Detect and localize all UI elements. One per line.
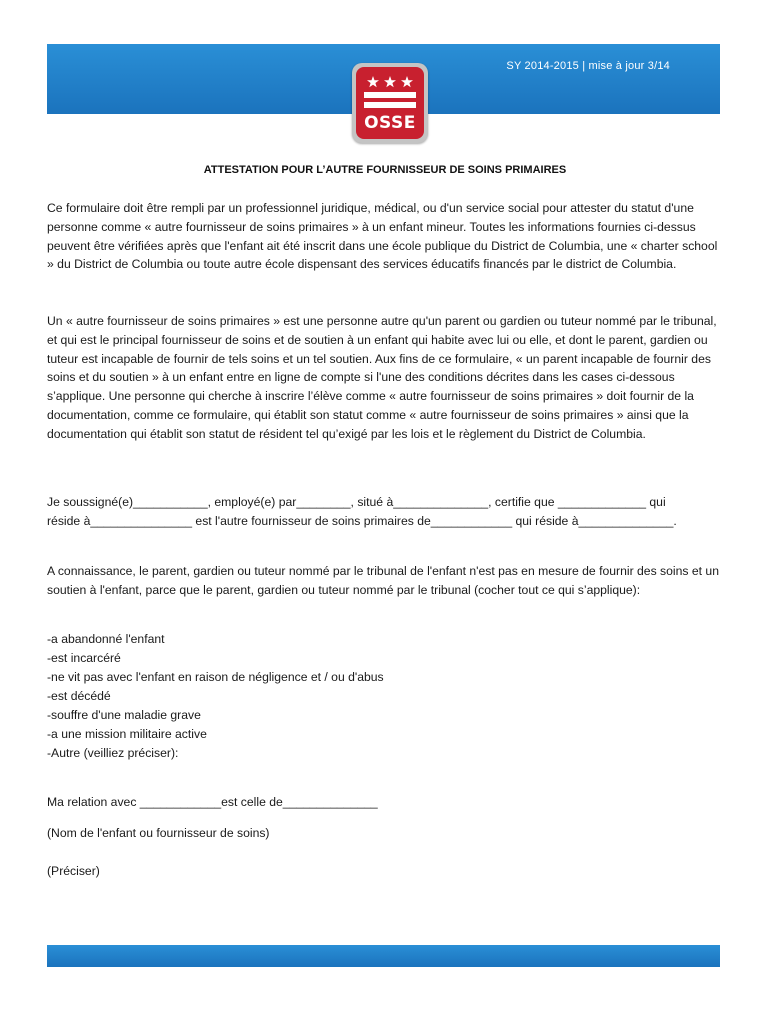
condition-item: -est décédé xyxy=(47,689,111,703)
condition-item: -souffre d'une maladie grave xyxy=(47,708,201,722)
logo-stripe xyxy=(364,102,416,108)
school-year-label: SY 2014-2015 | mise à jour 3/14 xyxy=(506,60,670,72)
intro-paragraph: Ce formulaire doit être rempli par un professionnel juridique, médical, ou d'un service social pour attester du statut d'une personne comme « autre fournisseur de soins primaires » à un enfant mineur. Toutes les informations fournies ci-dessus peuvent être vérifiées après que l'enfant ait été inscrit dans une école publique du District de Columbia, une « charter school » du District de Columbia ou toute autre école dispensant des services éducatifs financés par le district de Columbia. xyxy=(47,201,718,272)
footer-band xyxy=(47,945,720,967)
condition-item: -ne vit pas avec l'enfant en raison de négligence et / ou d'abus xyxy=(47,670,384,684)
certification-line-1: Je soussigné(e)___________, employé(e) par________, situé à______________, certifie que _____________ qui xyxy=(47,495,666,509)
logo-star-icon xyxy=(384,76,396,87)
condition-item: -a abandonné l'enfant xyxy=(47,632,165,646)
logo-stripe xyxy=(364,92,416,98)
statement-paragraph: A connaissance, le parent, gardien ou tuteur nommé par le tribunal de l'enfant n'est pas en mesure de fournir des soins et un soutien à l'enfant, parce que le parent, gardien ou tuteur nommé par le tribunal (cocher tout ce qui s’applique): xyxy=(47,564,719,597)
specify-note: (Préciser) xyxy=(47,864,100,878)
osse-logo xyxy=(352,63,428,143)
condition-item: -a une mission militaire active xyxy=(47,727,207,741)
condition-item: -Autre (veilliez préciser): xyxy=(47,746,179,760)
condition-item: -est incarcéré xyxy=(47,651,121,665)
form-title: ATTESTATION POUR L’AUTRE FOURNISSEUR DE SOINS PRIMAIRES xyxy=(203,164,567,176)
logo-badge xyxy=(356,67,424,139)
relation-line: Ma relation avec ____________est celle de______________ xyxy=(47,795,378,809)
definition-paragraph: Un « autre fournisseur de soins primaires » est une personne autre qu'un parent ou gardien ou tuteur nommé par le tribunal, et qui est le principal fournisseur de soins et de soutien à un enfant qui habite avec lui ou elle, et dont le parent, gardien ou tuteur est incapable de fournir de tels soins et un tel soutien. Aux fins de ce formulaire, « un parent incapable de fournir des soins et du soutien » à un enfant entre en ligne de compte si l'une des conditions décrites dans les cases ci-dessous s’applique. Une personne qui cherche à inscrire l’élève comme « autre fournisseur de soins primaires » doit fournir de la documentation, comme ce formulaire, qui établit son statut comme « autre fournisseur de soins primaires » ainsi que la documentation qui établit son statut de résident tel qu’exigé par les lois et le règlement du District de Columbia. xyxy=(47,314,717,441)
logo-text: OSSE xyxy=(364,113,416,133)
name-note: (Nom de l'enfant ou fournisseur de soins) xyxy=(47,826,270,840)
certification-line-2: réside à_______________ est l'autre fournisseur de soins primaires de____________ qui réside à______________. xyxy=(47,514,677,528)
logo-star-icon xyxy=(401,76,413,87)
logo-star-icon xyxy=(367,76,379,87)
